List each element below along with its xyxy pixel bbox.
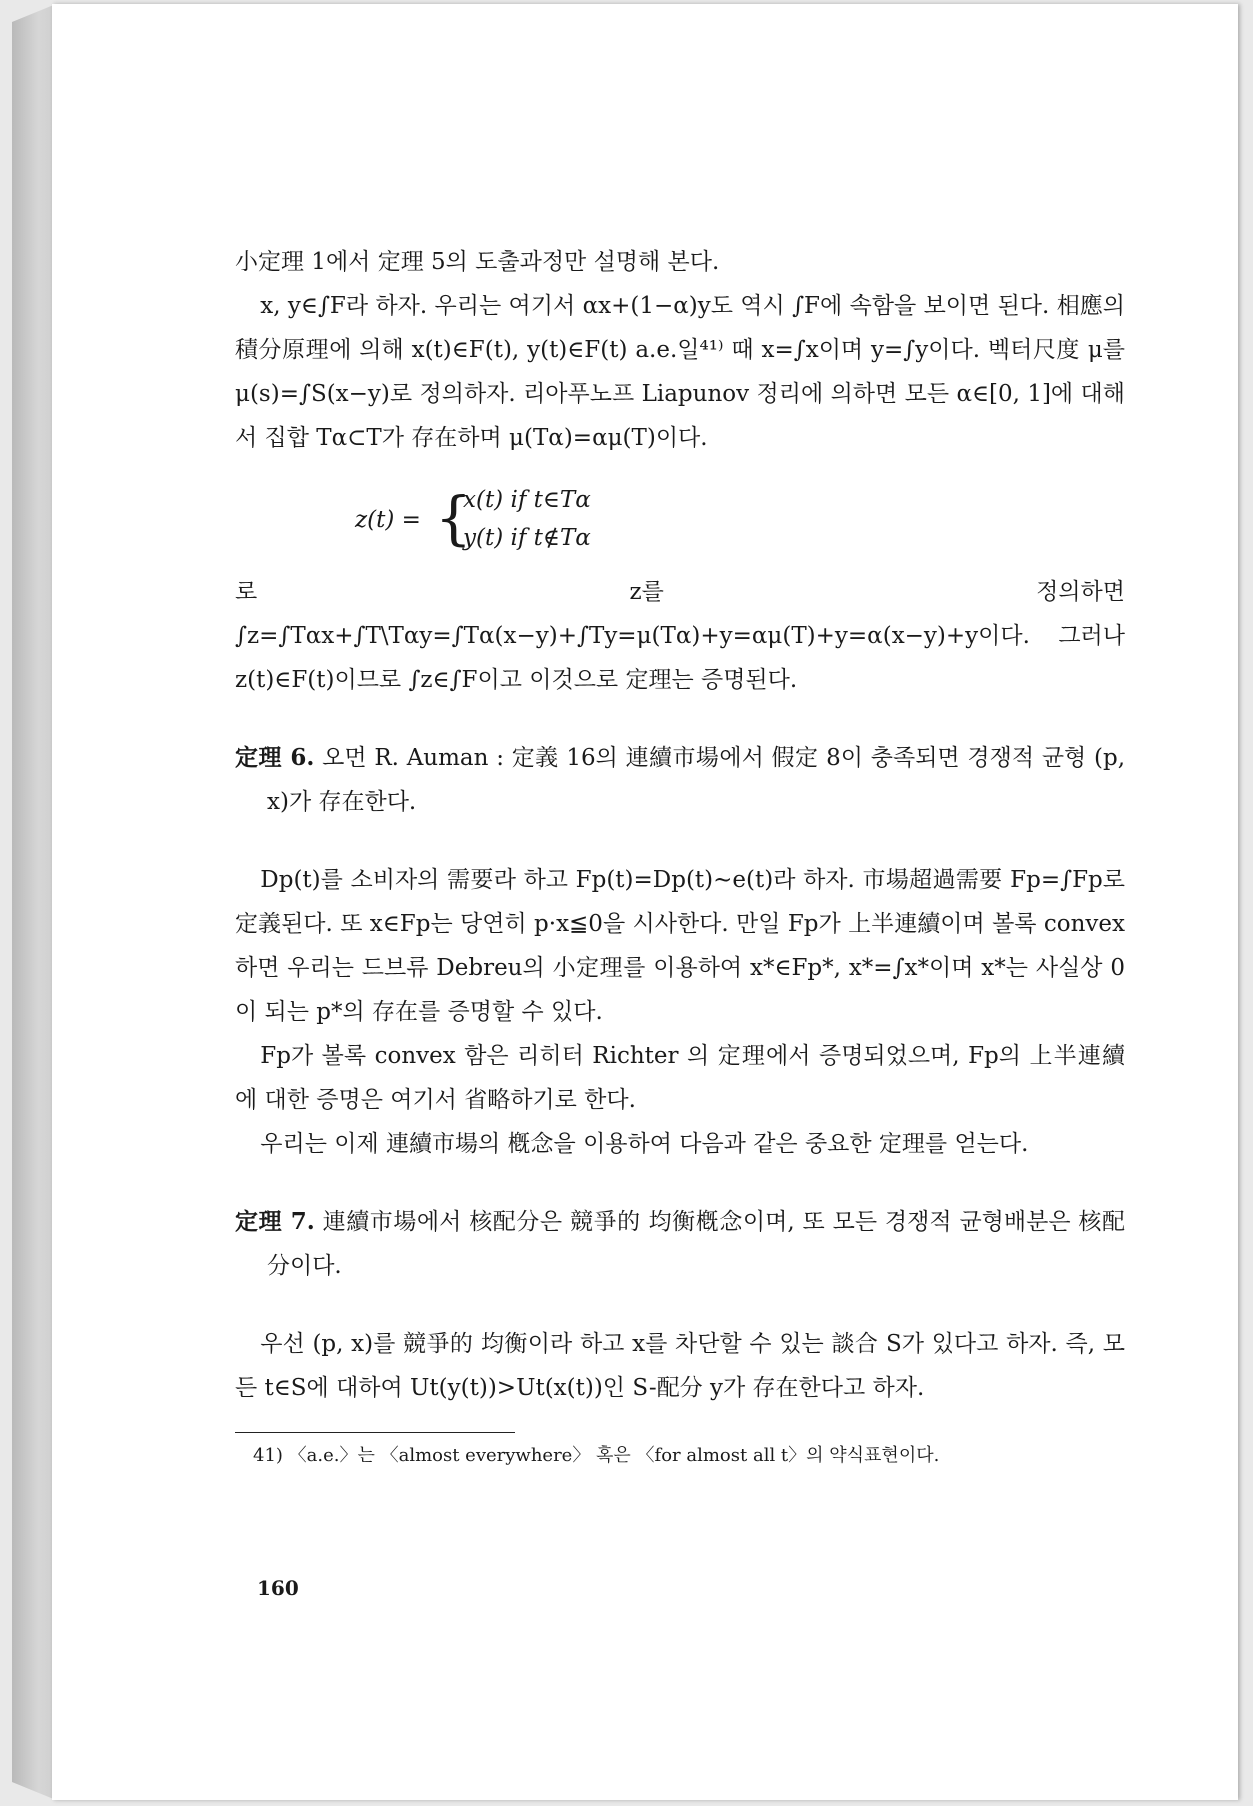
theorem-6-label: 定理 6. xyxy=(235,744,315,771)
theorem-6-text: 오먼 R. Auman : 定義 16의 連續市場에서 假定 8이 충족되면 경쟁적 균형 (p, x)가 存在한다. xyxy=(267,745,1126,815)
theorem-7 xyxy=(235,1200,1125,1288)
footnote: 41) 〈a.e.〉는 〈almost everywhere〉 혹은 〈for almost all t〉의 약식표현이다. xyxy=(253,1445,940,1466)
piecewise-equation xyxy=(355,478,1125,558)
paragraph-proof-end: 로 z를 정의하면 ∫z=∫Tαx+∫T\Tαy=∫Tα(x−y)+∫Ty=μ(Tα)+y=αμ(T)+y=α(x−y)+y이다. 그러나 z(t)∈F(t)이므로 ∫z∈∫F이고 이것으로 定理는 증명된다. xyxy=(235,579,1125,693)
paragraph-coalition: 우선 (p, x)를 競爭的 均衡이라 하고 x를 차단할 수 있는 談合 S가 있다고 하자. 즉, 모든 t∈S에 대하여 Ut(y(t))>Ut(x(t))인 S-配分 y가 存在한다고 하자. xyxy=(235,1331,1125,1401)
paragraph-proof: x, y∈∫F라 하자. 우리는 여기서 αx+(1−α)y도 역시 ∫F에 속함을 보이면 된다. 相應의 積分原理에 의해 x(t)∈F(t), y(t)∈F(t) a.e.일⁴¹⁾ 때 x=∫x이며 y=∫y이다. 벡터尺度 μ를 μ(s)=∫S(x−y)로 정의하자. 리아푸노프 Liapunov 정리에 의하면 모든 α∈[0, 1]에 대해서 집합 Tα⊂T가 存在하며 μ(Tα)=αμ(T)이다. xyxy=(235,293,1125,451)
paragraph-next-theorem: 우리는 이제 連續市場의 槪念을 이용하여 다음과 같은 중요한 定理를 얻는다. xyxy=(260,1131,1029,1157)
page-number: 160 xyxy=(257,1576,299,1600)
theorem-7-label: 定理 7. xyxy=(235,1208,315,1235)
page-content xyxy=(235,240,1125,1473)
theorem-6 xyxy=(235,736,1125,824)
paragraph-convex: Fp가 볼록 convex 함은 리히터 Richter 의 定理에서 증명되었으며, Fp의 上半連續에 대한 증명은 여기서 省略하기로 한다. xyxy=(235,1043,1125,1113)
paragraph-demand: Dp(t)를 소비자의 需要라 하고 Fp(t)=Dp(t)∼e(t)라 하자. 市場超過需要 Fp=∫Fp로 定義된다. 또 x∈Fp는 당연히 p·x≦0을 시사한다. 만일 Fp가 上半連續이며 볼록 convex 하면 우리는 드브류 Debreu의 小定理를 이용하여 x*∈Fp*, x*=∫x*이며 x*는 사실상 0이 되는 p*의 存在를 증명할 수 있다. xyxy=(235,867,1125,1025)
book-page xyxy=(52,4,1238,1800)
page-edge xyxy=(12,4,56,1800)
spacer xyxy=(235,1288,1125,1322)
paragraph-intro: 小定理 1에서 定理 5의 도출과정만 설명해 본다. xyxy=(235,249,720,275)
footnote-rule xyxy=(235,1432,515,1433)
spacer xyxy=(235,824,1125,858)
theorem-7-text: 連續市場에서 核配分은 競爭的 均衡槪念이며, 또 모든 경쟁적 균형배분은 核配分이다. xyxy=(267,1209,1125,1279)
equation-lhs: z(t) = xyxy=(355,507,421,533)
left-brace: { xyxy=(435,484,472,552)
equation-case-2: y(t) if t∉Tα xyxy=(463,525,591,551)
spacer xyxy=(235,702,1125,736)
equation-case-1: x(t) if t∈Tα xyxy=(463,487,591,513)
spacer xyxy=(235,1166,1125,1200)
